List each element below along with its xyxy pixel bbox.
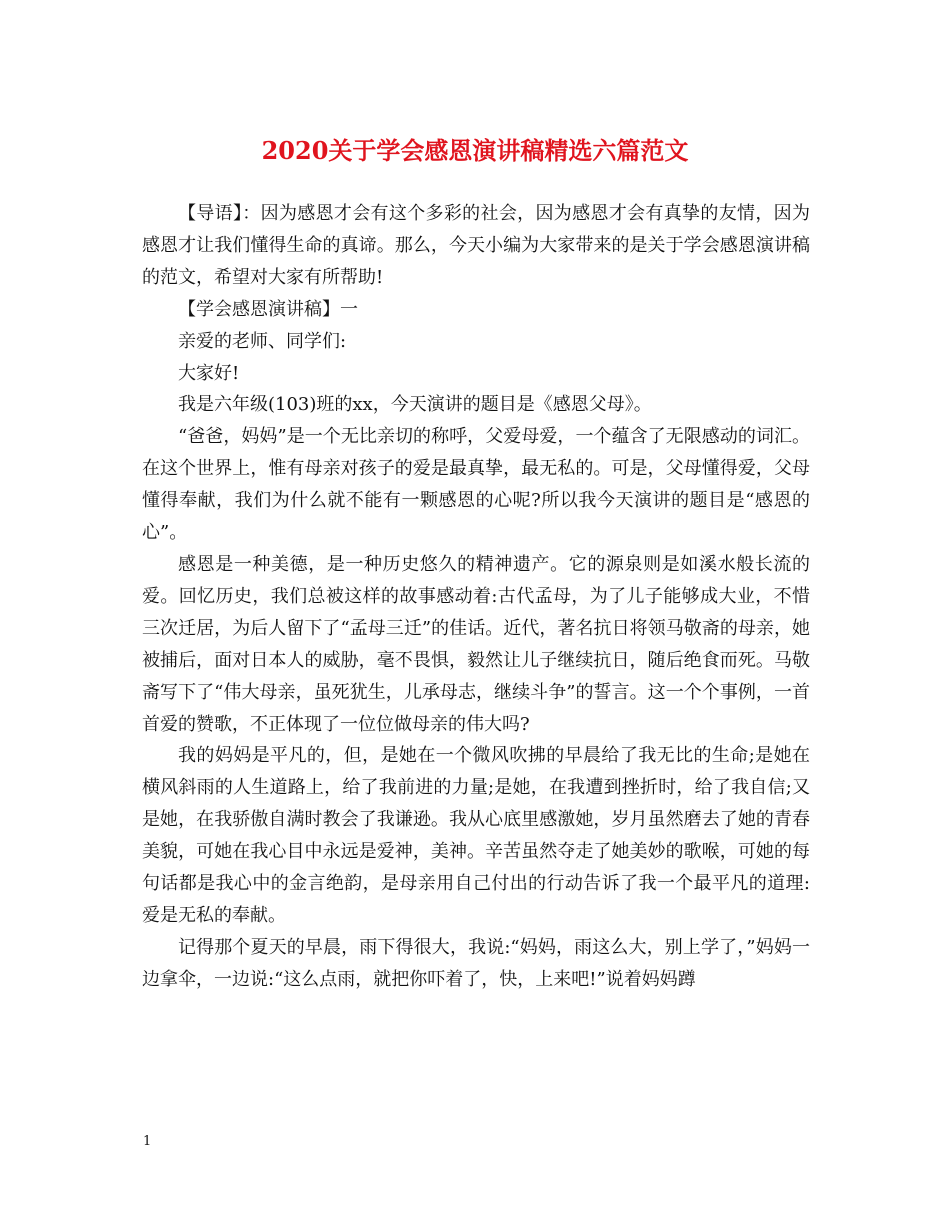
paragraph-body: 感恩是一种美德，是一种历史悠久的精神遗产。它的源泉则是如溪水般长流的爱。回忆历史，我们总被这样的故事感动着:古代孟母，为了儿子能够成大业，不惜三次迁居，为后人留下了“孟母三迁”的佳话。近代，著名抗日将领马敬斋的母亲，她被捕后，面对日本人的威胁，毫不畏惧，毅然让儿子继续抗日，随后绝食而死。马敬斋写下了“伟大母亲，虽死犹生，儿承母志，继续斗争”的誓言。这一个个事例，一首首爱的赞歌，不正体现了一位位做母亲的伟大吗?	[142, 553, 810, 735]
paragraph-greeting: 大家好!	[178, 362, 240, 384]
paragraph-section-heading: 【学会感恩演讲稿】一	[178, 298, 358, 320]
paragraph-intro: 【导语】：因为感恩才会有这个多彩的社会，因为感恩才会有真挚的友情，因为感恩才让我们懂得生命的真谛。那么，今天小编为大家带来的是关于学会感恩演讲稿的范文，希望对大家有所帮助!	[142, 203, 810, 288]
document-title: 2020关于学会感恩演讲稿精选六篇范文	[261, 136, 689, 165]
document-body	[142, 198, 810, 996]
paragraph-body: 我的妈妈是平凡的，但，是她在一个微风吹拂的早晨给了我无比的生命;是她在横风斜雨的人生道路上，给了我前进的力量;是她，在我遭到挫折时，给了我自信;又是她，在我骄傲自满时教会了我谦逊。我从心底里感激她，岁月虽然磨去了她的青春美貌，可她在我心目中永远是爱神，美神。辛苦虽然夺走了她美妙的歌喉，可她的每句话都是我心中的金言绝韵，是母亲用自己付出的行动告诉了我一个最平凡的道理:爱是无私的奉献。	[142, 745, 810, 926]
paragraph-salutation: 亲爱的老师、同学们:	[178, 330, 347, 352]
paragraph-body: “爸爸，妈妈”是一个无比亲切的称呼，父爱母爱，一个蕴含了无限感动的词汇。在这个世界上，惟有母亲对孩子的爱是最真挚，最无私的。可是，父母懂得爱，父母懂得奉献，我们为什么就不能有一颗感恩的心呢?所以我今天演讲的题目是“感恩的心”。	[142, 426, 810, 544]
paragraph-body: 记得那个夏天的早晨，雨下得很大，我说:“妈妈，雨这么大，别上学了，”妈妈一边拿伞，一边说:“这么点雨，就把你吓着了，快，上来吧!”说着妈妈蹲	[142, 936, 810, 990]
page-number: 1	[143, 1134, 152, 1149]
paragraph-self-introduction: 我是六年级(103)班的xx，今天演讲的题目是《感恩父母》。	[178, 394, 652, 416]
